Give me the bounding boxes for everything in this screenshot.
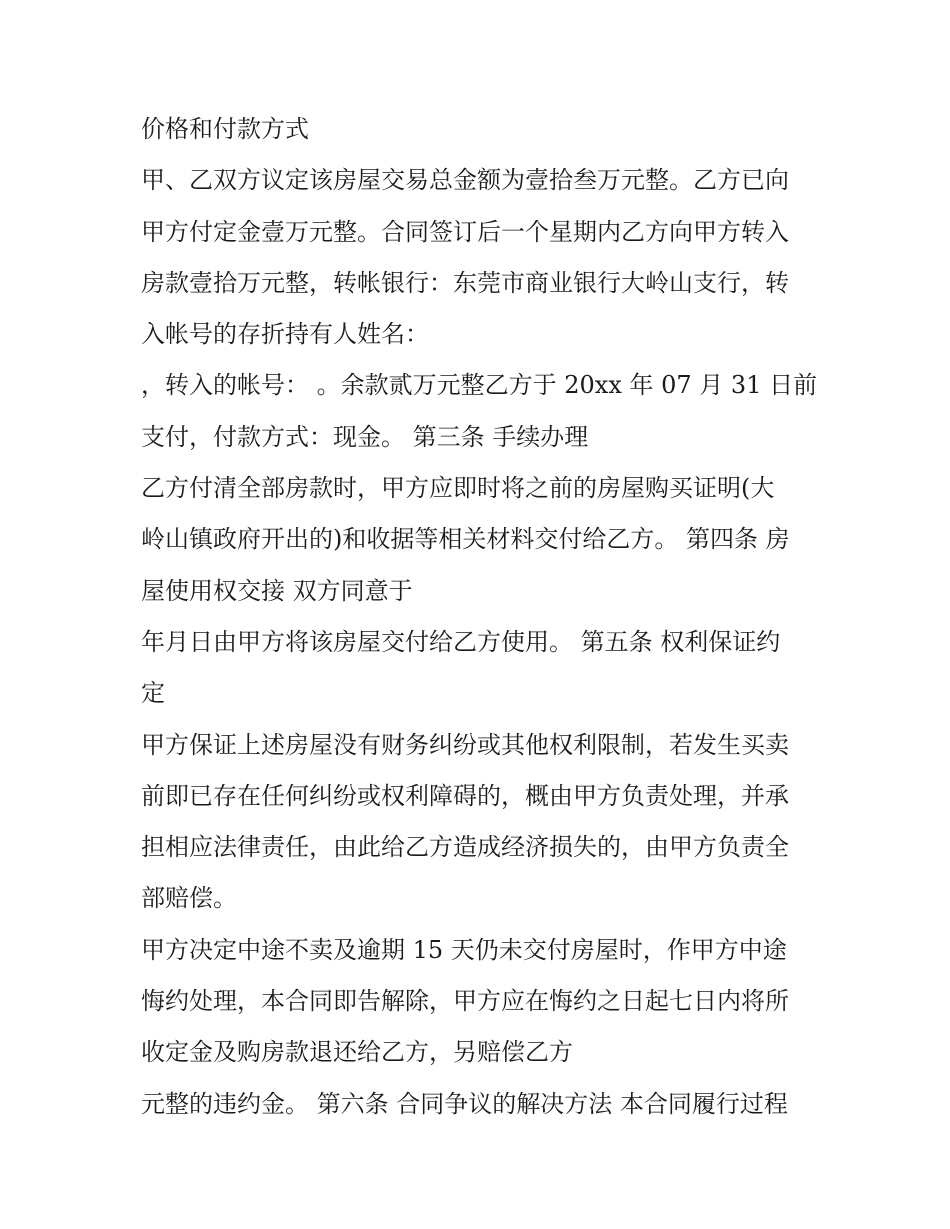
text-line: 悔约处理，本合同即告解除，甲方应在悔约之日起七日内将所 (141, 987, 789, 1016)
text-line: 入帐号的存折持有人姓名： (141, 320, 429, 349)
text-line: 收定金及购房款退还给乙方，另赔偿乙方 (141, 1038, 573, 1067)
text-line: 担相应法律责任，由此给乙方造成经济损失的，由甲方负责全 (141, 833, 789, 862)
text-line: 年月日由甲方将该房屋交付给乙方使用。 第五条 权利保证约 (141, 627, 781, 656)
section-heading-price-payment: 价格和付款方式 (141, 115, 309, 143)
text-line: 甲方决定中途不卖及逾期 15 天仍未交付房屋时，作甲方中途 (141, 935, 787, 964)
text-line: ，转入的帐号： 。余款贰万元整乙方于 20xx 年 07 月 31 日前 (141, 371, 818, 400)
contract-text (141, 104, 821, 1130)
text-line: 定 (141, 679, 165, 708)
text-line: 房款壹拾万元整，转帐银行：东莞市商业银行大岭山支行，转 (141, 268, 789, 297)
text-line: 屋使用权交接 双方同意于 (141, 576, 413, 605)
text-line: 岭山镇政府开出的)和收据等相关材料交付给乙方。 第四条 房 (141, 525, 790, 554)
text-line: 乙方付清全部房款时，甲方应即时将之前的房屋购买证明(大 (141, 474, 775, 503)
text-line: 甲方保证上述房屋没有财务纠纷或其他权利限制，若发生买卖 (141, 730, 789, 759)
text-line: 元整的违约金。 第六条 合同争议的解决方法 本合同履行过程 (141, 1089, 788, 1118)
text-line: 前即已存在任何纠纷或权利障碍的，概由甲方负责处理，并承 (141, 781, 789, 810)
text-line: 甲、乙双方议定该房屋交易总金额为壹拾叁万元整。乙方已向 (141, 166, 789, 195)
text-line: 部赔偿。 (141, 884, 237, 913)
text-line: 甲方付定金壹万元整。合同签订后一个星期内乙方向甲方转入 (141, 217, 789, 246)
text-line: 支付，付款方式：现金。 第三条 手续办理 (141, 422, 589, 451)
